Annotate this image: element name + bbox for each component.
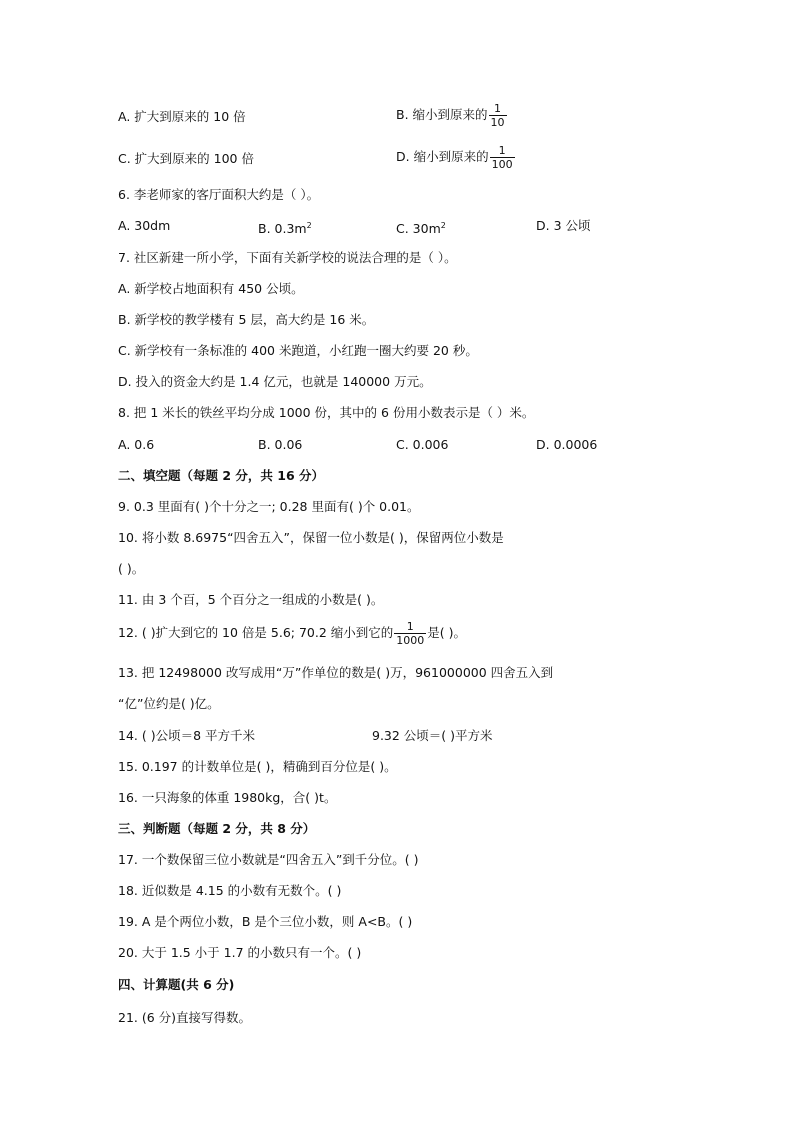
q8-option-d: D. 0.0006	[536, 437, 598, 452]
q14-part1: 14. ( )公顷＝8 平方千米	[118, 728, 256, 743]
section-heading-calculation: 四、计算题(共 6 分)	[118, 977, 235, 992]
q8-option-a: A. 0.6	[118, 437, 155, 452]
q6-option-a: A. 30dm	[118, 218, 171, 233]
q7-stem: 7. 社区新建一所小学，下面有关新学校的说法合理的是（ ）。	[118, 250, 457, 265]
q7-option-d: D. 投入的资金大约是 1.4 亿元，也就是 140000 万元。	[118, 374, 432, 389]
q5-option-a: A. 扩大到原来的 10 倍	[118, 109, 246, 124]
q21: 21. (6 分)直接写得数。	[118, 1010, 252, 1025]
q20: 20. 大于 1.5 小于 1.7 的小数只有一个。( )	[118, 945, 362, 960]
fraction-numerator: 1	[494, 102, 502, 115]
q5-option-d-fraction	[490, 144, 515, 171]
q6-option-b-text: B. 0.3m	[258, 221, 307, 237]
q5-option-d	[396, 144, 516, 171]
q10-line2: ( )。	[118, 561, 145, 576]
q12-text-after: 是( )。	[427, 625, 467, 640]
q12-text-before: 12. ( )扩大到它的 10 倍是 5.6; 70.2 缩小到它的	[118, 625, 394, 640]
q13-line1: 13. 把 12498000 改写成用“万”作单位的数是( )万，961000000 四舍五入到	[118, 665, 554, 680]
q12-fraction	[394, 620, 426, 647]
q5-option-c: C. 扩大到原来的 100 倍	[118, 151, 254, 166]
q8-stem: 8. 把 1 米长的铁丝平均分成 1000 份，其中的 6 份用小数表示是（ ）米。	[118, 405, 535, 420]
q6-option-c	[396, 218, 446, 237]
q8-option-b: B. 0.06	[258, 437, 303, 452]
fraction-numerator: 1	[498, 144, 506, 157]
q13-line2: “亿”位约是( )亿。	[118, 696, 220, 711]
superscript: 2	[440, 221, 446, 230]
q11: 11. 由 3 个百，5 个百分之一组成的小数是( )。	[118, 592, 384, 607]
q8-option-c: C. 0.006	[396, 437, 449, 452]
q5-option-b-fraction	[489, 102, 507, 129]
q9: 9. 0.3 里面有( )个十分之一; 0.28 里面有( )个 0.01。	[118, 499, 420, 514]
q5-option-b-text: B. 缩小到原来的	[396, 107, 488, 122]
q18: 18. 近似数是 4.15 的小数有无数个。( )	[118, 883, 342, 898]
q14-part2: 9.32 公顷＝( )平方米	[372, 728, 493, 743]
q7-option-c: C. 新学校有一条标准的 400 米跑道，小红跑一圈大约要 20 秒。	[118, 343, 478, 358]
q6-option-c-text: C. 30m	[396, 221, 441, 237]
q12	[118, 620, 466, 647]
section-heading-fill-in: 二、填空题（每题 2 分，共 16 分）	[118, 468, 325, 483]
section-heading-true-false: 三、判断题（每题 2 分，共 8 分）	[118, 821, 316, 836]
fraction-denominator: 1000	[396, 634, 425, 647]
q6-option-d: D. 3 公顷	[536, 218, 591, 233]
q10-line1: 10. 将小数 8.6975“四舍五入”，保留一位小数是( )，保留两位小数是	[118, 530, 504, 545]
q5-option-b	[396, 102, 508, 129]
q6-option-b	[258, 218, 312, 237]
fraction-denominator: 100	[491, 158, 513, 171]
q6-stem: 6. 李老师家的客厅面积大约是（ ）。	[118, 187, 320, 202]
q16: 16. 一只海象的体重 1980kg，合( )t。	[118, 790, 337, 805]
fraction-numerator: 1	[406, 620, 414, 633]
q17: 17. 一个数保留三位小数就是“四舍五入”到千分位。( )	[118, 852, 419, 867]
superscript: 2	[306, 221, 312, 230]
q5-option-d-text: D. 缩小到原来的	[396, 149, 489, 164]
q7-option-b: B. 新学校的教学楼有 5 层，高大约是 16 米。	[118, 312, 375, 327]
q7-option-a: A. 新学校占地面积有 450 公顷。	[118, 281, 304, 296]
q15: 15. 0.197 的计数单位是( )，精确到百分位是( )。	[118, 759, 397, 774]
fraction-denominator: 10	[490, 116, 505, 129]
q19: 19. A 是个两位小数，B 是个三位小数，则 A<B。( )	[118, 914, 413, 929]
